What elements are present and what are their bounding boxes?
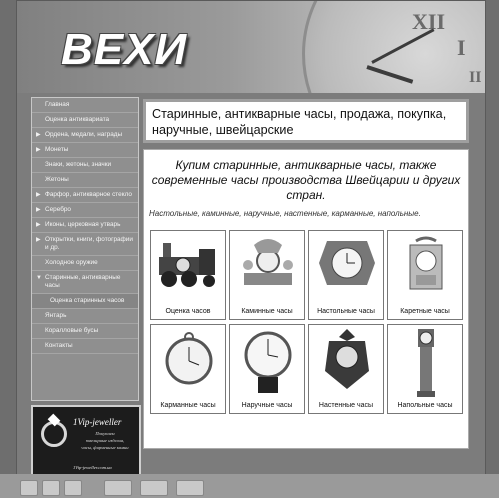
grid-caption: Наручные часы [241,402,293,409]
chevron-down-icon: ▼ [36,275,42,281]
sidebar-item[interactable] [32,324,138,339]
sidebar-item[interactable] [32,339,138,354]
grid-caption: Каминные часы [241,308,293,315]
footer-bar [0,474,499,498]
sidebar-item[interactable] [32,128,138,143]
chevron-right-icon: ▶ [36,192,41,198]
table-clock-icon [317,237,377,289]
sidebar-item[interactable] [32,233,138,256]
grid-cell-mantel[interactable] [229,230,305,320]
chevron-right-icon: ▶ [36,132,41,138]
chevron-right-icon: ▶ [36,207,41,213]
sidebar-item[interactable] [32,173,138,188]
pocket-watch-icon [159,329,219,385]
grid-caption: Напольные часы [397,402,453,409]
social-icon[interactable] [104,480,132,496]
sidebar-item-label: Коралловые бусы [45,327,99,334]
carriage-clock-icon [404,235,448,293]
chevron-right-icon: ▶ [36,147,41,153]
sidebar-item-label: Ордена, медали, награды [45,131,123,138]
chevron-right-icon: ▶ [36,237,41,243]
site-logo[interactable]: ВЕХИ [61,25,188,74]
grid-cell-table[interactable] [308,230,384,320]
grid-caption: Карманные часы [160,402,216,409]
clock-numeral: XII [412,9,446,34]
sidebar-item[interactable] [32,271,138,294]
sidebar-item-label: Открытки, книги, фотографии и др. [45,236,133,251]
banner-title: 1Vip-jeweller [73,417,122,427]
chevron-right-icon: ▶ [36,222,41,228]
sidebar-item-label: Контакты [45,342,73,349]
sidebar-item[interactable] [32,203,138,218]
sidebar-item-label: Оценка антиквариата [45,116,110,123]
grid-cell-carriage[interactable] [387,230,463,320]
sidebar-item[interactable] [32,143,138,158]
social-icon[interactable] [64,480,82,496]
sidebar-item[interactable] [32,158,138,173]
clock-numeral: II [469,69,482,86]
mantel-clock-icon [236,235,300,291]
sidebar-item-label: Старинные, антикварные часы [45,274,121,289]
sidebar-item[interactable] [32,218,138,233]
banner-line: ювелирные изделия, [85,438,125,443]
headline: Купим старинные, антикварные часы, также современные часы производства Швейцарии и других стран. [151,158,461,202]
wristwatch-icon [240,327,296,393]
social-icon[interactable] [20,480,38,496]
sidebar-item-label: Оценка старинных часов [50,297,125,304]
grid-caption: Настольные часы [317,308,375,315]
banner-line: Покупаем [95,431,115,436]
sidebar-item[interactable] [32,256,138,271]
grid-cell-wall[interactable] [308,324,384,414]
banner-site: 1Vip-jeweller.com.ua [73,465,112,470]
sidebar-item-label: Холодное оружие [45,259,98,266]
sidebar-item[interactable] [32,98,138,113]
wall-clock-icon [321,327,373,393]
sidebar-item-label: Жетоны [45,176,69,183]
page-title: Старинные, антикварные часы, продажа, покупка, наручные, швейцарские [143,99,469,143]
grid-caption: Каретные часы [400,308,450,315]
grid-cell-pocket[interactable] [150,324,226,414]
grid-cell-wrist[interactable] [229,324,305,414]
sidebar-item-label: Монеты [45,146,69,153]
sidebar-item-label: Фарфор, антикварное стекло [45,191,132,198]
sidebar-menu [31,97,139,401]
sidebar-item-label: Иконы, церковная утварь [45,221,121,228]
advert-banner[interactable] [31,405,141,477]
locomotive-clock-icon [155,237,223,289]
sidebar-item[interactable] [32,309,138,324]
main-content [143,149,469,449]
clock-category-grid [150,230,464,420]
sidebar-item[interactable] [32,294,138,309]
grandfather-clock-icon [414,327,438,399]
social-icon[interactable] [42,480,60,496]
grid-cell-floor[interactable] [387,324,463,414]
social-icon[interactable] [140,480,168,496]
sidebar-item-label: Главная [45,101,70,108]
header [17,1,485,93]
sidebar-item-label: Серебро [45,206,71,213]
banner-line: часы, фирменные камни [81,445,129,450]
grid-caption: Оценка часов [165,308,211,315]
clock-numeral: I [457,35,466,60]
sidebar-item[interactable] [32,188,138,203]
grid-caption: Настенные часы [318,402,374,409]
sidebar-item[interactable] [32,113,138,128]
clock-types-line: Настольные, каминные, наручные, настенные, карманные, напольные. [149,209,421,218]
sidebar-item-label: Янтарь [45,312,67,319]
sidebar-item-label: Знаки, жетоны, значки [45,161,112,168]
grid-cell-evaluation[interactable] [150,230,226,320]
social-icon[interactable] [176,480,204,496]
page-wrapper [16,0,486,490]
